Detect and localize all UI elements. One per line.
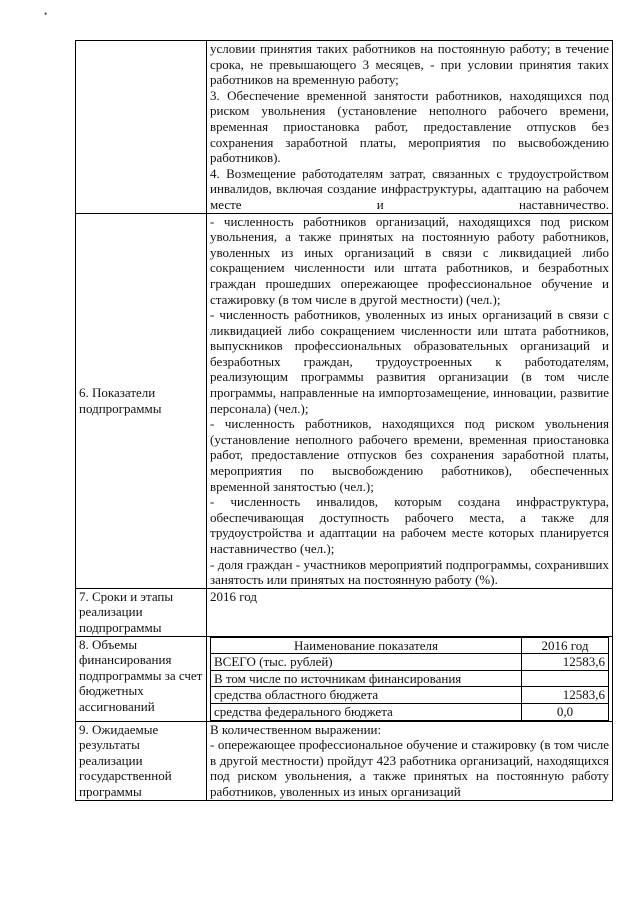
row-6-paragraph-3: - численность работников, находящихся под риском увольнения (установление неполного рабочего времени, временная приостановка работ, предоставление отпусков без сохранения заработной платы, мероприятия по высвобождению работников), обеспеченных временной занятостью (чел.); [210, 416, 609, 494]
scan-mark: • [44, 9, 48, 19]
row-6-paragraph-4: - численность инвалидов, которым создана инфраструктура, обеспечивающая доступность рабочего места, а также для трудоустройства и адаптации на рабочем месте которых планируется наставничество (чел.); [210, 494, 609, 556]
row-8-label: 8. Объемы финансирования подпрограммы за счет бюджетных ассигнований [76, 636, 207, 721]
table-row-continuation [76, 41, 613, 214]
funding-row-value [522, 670, 609, 687]
row-9-text [207, 721, 613, 800]
row-6-paragraph-1: - численность работников организаций, находящихся под риском увольнения, а также принятых на постоянную работу работников, уволенных из иных организаций в связи с ликвидацией либо сокращением численности или штата работников, и безработных граждан прошедших опережающее профессиональное обучение и стажировку (в том числе в другой местности) (чел.); [210, 213, 609, 307]
table-row-results [76, 721, 613, 800]
funding-row-name: ВСЕГО (тыс. рублей) [211, 654, 522, 671]
row-cont-label [76, 41, 207, 214]
funding-header-row [211, 637, 609, 654]
row-7-value: 2016 год [207, 588, 613, 636]
funding-row-name: средства федерального бюджета [211, 703, 522, 720]
funding-cell [207, 636, 613, 721]
row-9-paragraph-2: - опережающее профессиональное обучение и стажировку (в том числе в другой местности) пройдут 423 работника организаций, находящихся под риском увольнения, а также принятых на постоянную работу работников, уволенных из иных организаций [210, 737, 609, 799]
table-row-funding [76, 636, 613, 721]
funding-row-name: средства областного бюджета [211, 687, 522, 704]
funding-header-year: 2016 год [522, 637, 609, 654]
funding-row-value: 12583,6 [522, 687, 609, 704]
funding-row [211, 670, 609, 687]
funding-row [211, 687, 609, 704]
table-row-terms [76, 588, 613, 636]
row-cont-paragraph-1: условии принятия таких работников на постоянную работу; в течение срока, не превышающего 3 месяцев, - при условии принятия таких работников на временную работу; [210, 41, 609, 88]
row-9-label: 9. Ожидаемые результаты реализации государственной программы [76, 721, 207, 800]
funding-row [211, 703, 609, 720]
funding-row-value: 0,0 [522, 703, 609, 720]
row-9-paragraph-1: В количественном выражении: [210, 721, 382, 737]
row-7-label: 7. Сроки и этапы реализации подпрограммы [76, 588, 207, 636]
funding-row-value: 12583,6 [522, 654, 609, 671]
row-6-label: 6. Показатели подпрограммы [76, 213, 207, 588]
row-cont-text [207, 41, 613, 214]
passport-table [75, 40, 613, 801]
funding-row [211, 654, 609, 671]
funding-header-name: Наименование показателя [211, 637, 522, 654]
row-6-text [207, 213, 613, 588]
table-row-indicators [76, 213, 613, 588]
row-6-paragraph-2: - численность работников, уволенных из иных организаций в связи с ликвидацией либо сокращением численности или штата работников, выпускников профессиональных образовательных организаций и безработных граждан, трудоустроенных к работодателям, реализующим программы развития организации (в том числе программы, направленные на импортозамещение, инновации, развитие персонала) (чел.); [210, 307, 609, 416]
row-cont-paragraph-3: 4. Возмещение работодателям затрат, связанных с трудоустройством инвалидов, включая создание инфраструктуры, адаптацию на рабочем месте и наставничество. [210, 165, 609, 212]
funding-row-name: В том числе по источникам финансирования [211, 670, 522, 687]
row-cont-paragraph-2: 3. Обеспечение временной занятости работников, находящихся под риском увольнения (установление неполного рабочего времени, временная приостановка работ, предоставление отпусков без сохранения заработной платы, мероприятия по высвобождению работников). [210, 87, 609, 166]
row-6-paragraph-5: - доля граждан - участников мероприятий подпрограммы, сохранивших занятость или принятых на постоянную работу (%). [210, 556, 609, 588]
funding-table [210, 637, 609, 721]
